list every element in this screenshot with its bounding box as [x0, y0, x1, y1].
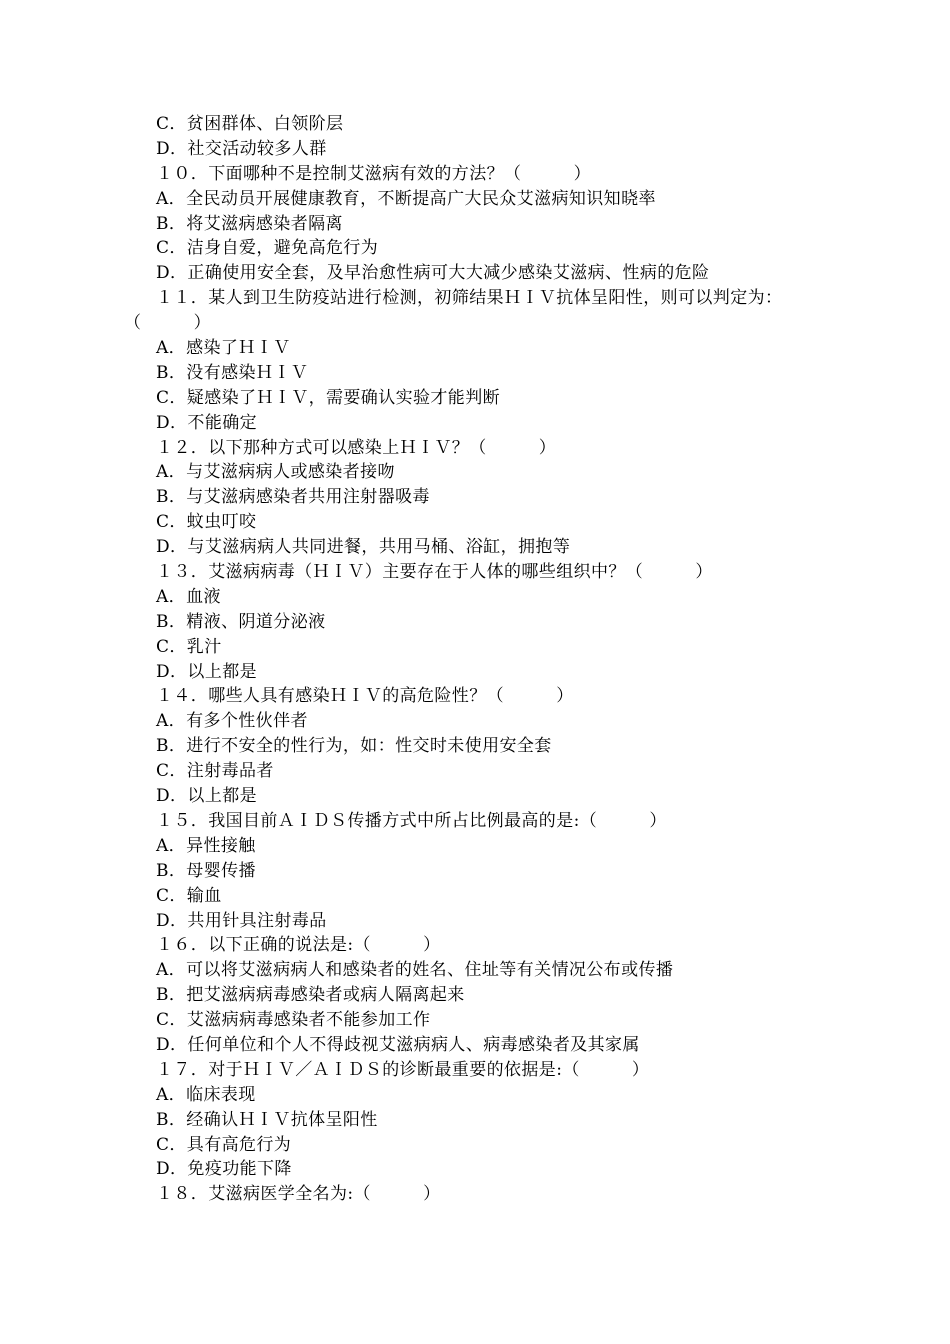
- option-c-q12: C．蚊虫叮咬: [156, 512, 257, 533]
- option-d-q12: D．与艾滋病病人共同进餐，共用马桶、浴缸，拥抱等: [156, 537, 571, 558]
- question-17: １７．对于ＨＩＶ／ＡＩＤＳ的诊断最重要的依据是:（ ）: [156, 1059, 650, 1080]
- option-c-q11: C．疑感染了ＨＩＶ，需要确认实验才能判断: [156, 387, 501, 408]
- document-page: [0, 112, 950, 1207]
- option-a-q17: A．临床表现: [156, 1084, 256, 1105]
- option-c-q9: C．贫困群体、白领阶层: [156, 114, 344, 134]
- option-d-q16: D．任何单位和个人不得歧视艾滋病病人、病毒感染者及其家属: [156, 1034, 640, 1055]
- question-16: １６．以下正确的说法是:（ ）: [156, 935, 441, 956]
- option-b-q17: B．经确认ＨＩＶ抗体呈阳性: [156, 1109, 378, 1130]
- option-c-q15: C．输血: [156, 885, 222, 906]
- option-d-q14: D．以上都是: [156, 786, 258, 807]
- option-c-q13: C．乳汁: [156, 636, 222, 657]
- option-a-q11: A．感染了ＨＩＶ: [156, 338, 291, 359]
- option-b-q10: B．将艾滋病感染者隔离: [156, 213, 343, 234]
- option-d-q15: D．共用针具注射毒品: [156, 910, 327, 931]
- question-14: １４．哪些人具有感染ＨＩＶ的高危险性？（ ）: [156, 686, 574, 707]
- option-d-q11: D．不能确定: [156, 412, 258, 433]
- option-c-q10: C．洁身自爱，避免高危行为: [156, 238, 379, 259]
- option-c-q16: C．艾滋病病毒感染者不能参加工作: [156, 1010, 431, 1031]
- question-15: １５．我国目前ＡＩＤＳ传播方式中所占比例最高的是:（ ）: [156, 810, 667, 831]
- option-a-q10: A．全民动员开展健康教育，不断提高广大民众艾滋病知识知晓率: [156, 188, 656, 209]
- question-18: １８．艾滋病医学全名为:（ ）: [156, 1184, 441, 1205]
- question-13: １３．艾滋病病毒（ＨＩＶ）主要存在于人体的哪些组织中？（ ）: [156, 562, 713, 583]
- option-d-q13: D．以上都是: [156, 661, 258, 682]
- option-b-q11: B．没有感染ＨＩＶ: [156, 362, 309, 383]
- question-11: １１．某人到卫生防疫站进行检测，初筛结果ＨＩＶ抗体呈阳性，则可以判定为：: [156, 288, 783, 309]
- option-a-q12: A．与艾滋病病人或感染者接吻: [156, 462, 395, 483]
- option-a-q16: A．可以将艾滋病病人和感染者的姓名、住址等有关情况公布或传播: [156, 960, 674, 981]
- option-c-q14: C．注射毒品者: [156, 761, 274, 782]
- question-10: １０．下面哪种不是控制艾滋病有效的方法？（ ）: [156, 163, 591, 184]
- option-a-q15: A．异性接触: [156, 835, 256, 856]
- option-b-q15: B．母婴传播: [156, 860, 256, 881]
- option-b-q16: B．把艾滋病病毒感染者或病人隔离起来: [156, 985, 465, 1006]
- option-d-q9: D．社交活动较多人群: [156, 138, 327, 159]
- option-a-q14: A．有多个性伙伴者: [156, 711, 308, 732]
- option-c-q17: C．具有高危行为: [156, 1134, 292, 1155]
- option-b-q13: B．精液、阴道分泌液: [156, 611, 326, 632]
- option-b-q12: B．与艾滋病感染者共用注射器吸毒: [156, 487, 430, 508]
- question-11-blank: （ ）: [124, 313, 211, 334]
- option-a-q13: A．血液: [156, 586, 221, 607]
- option-d-q17: D．免疫功能下降: [156, 1159, 292, 1180]
- option-b-q14: B．进行不安全的性行为，如：性交时未使用安全套: [156, 736, 552, 757]
- question-12: １２．以下那种方式可以感染上ＨＩＶ？（ ）: [156, 437, 557, 458]
- option-d-q10: D．正确使用安全套，及早治愈性病可大大减少感染艾滋病、性病的危险: [156, 263, 710, 284]
